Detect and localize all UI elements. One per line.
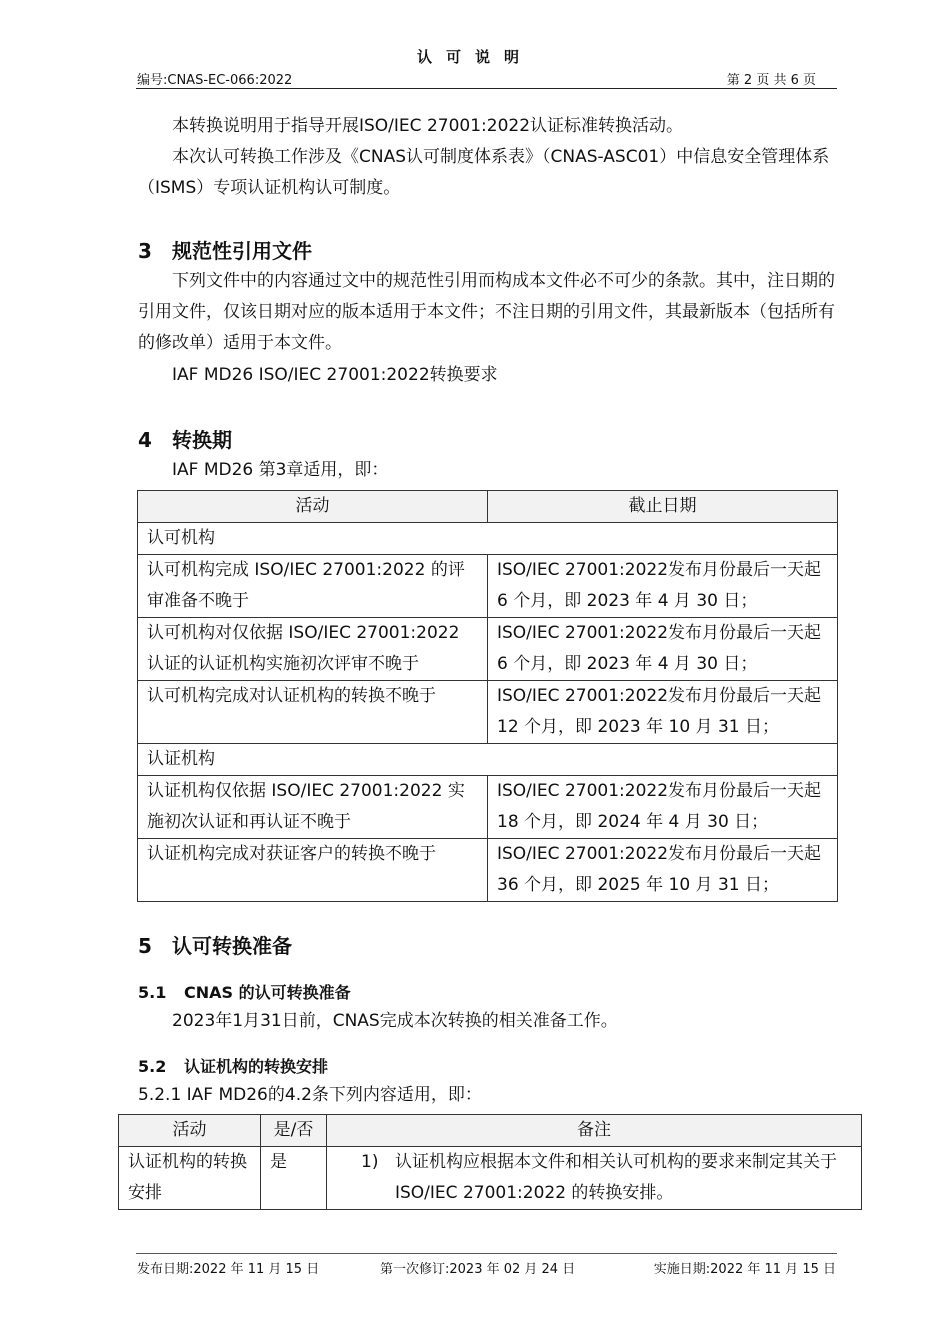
footer-divider (136, 1253, 837, 1254)
section-5-1-number: 5.1 (138, 983, 167, 1002)
group-label-accreditation-body: 认可机构 (138, 523, 838, 555)
section-3-title: 规范性引用文件 (172, 239, 312, 263)
table-row (119, 1147, 862, 1210)
table-row (138, 555, 838, 618)
section-5-heading (138, 930, 292, 959)
intro-paragraph-2: 本次认可转换工作涉及《CNAS认可制度体系表》（CNAS-ASC01）中信息安全管理体系（ISMS）专项认证机构认可制度。 (138, 147, 830, 198)
document-number: 编号:CNAS-EC-066:2022 (137, 73, 293, 88)
column-header-activity: 活动 (138, 491, 488, 523)
table-row (138, 618, 838, 681)
column-header-yes-no: 是/否 (261, 1115, 327, 1147)
deadline-cell: ISO/IEC 27001:2022发布月份最后一天起 18 个月，即 2024 年 4 月 30 日； (488, 776, 838, 839)
activity-cell: 认证机构仅依据 ISO/IEC 27001:2022 实施初次认证和再认证不晚于 (138, 776, 488, 839)
transition-period-table (137, 490, 838, 902)
activity-cell: 认可机构完成对认证机构的转换不晚于 (138, 681, 488, 744)
section-3-reference: IAF MD26 ISO/IEC 27001:2022转换要求 (172, 365, 498, 385)
section-4-number: 4 (138, 428, 152, 452)
table-group-row (138, 523, 838, 555)
section-3-heading (138, 235, 312, 264)
section-5-2-number: 5.2 (138, 1057, 167, 1076)
table-group-row (138, 744, 838, 776)
deadline-cell: ISO/IEC 27001:2022发布月份最后一天起 6 个月，即 2023 年 4 月 30 日； (488, 555, 838, 618)
activity-cell: 认证机构的转换安排 (119, 1147, 261, 1210)
section-5-2-heading (138, 1054, 328, 1077)
remark-item-text: 认证机构应根据本文件和相关认可机构的要求来制定其关于 ISO/IEC 27001:2022 的转换安排。 (395, 1152, 837, 1203)
table-header-row (119, 1115, 862, 1147)
activity-cell: 认证机构完成对获证客户的转换不晚于 (138, 839, 488, 902)
header-divider (136, 88, 837, 89)
section-4-paragraph: IAF MD26 第3章适用，即： (172, 460, 389, 480)
remarks-cell (327, 1147, 862, 1210)
deadline-cell: ISO/IEC 27001:2022发布月份最后一天起 36 个月，即 2025 年 10 月 31 日； (488, 839, 838, 902)
table-header-row (138, 491, 838, 523)
yes-no-cell: 是 (261, 1147, 327, 1210)
intro-paragraph-1: 本转换说明用于指导开展ISO/IEC 27001:2022认证标准转换活动。 (172, 116, 684, 136)
section-5-1-paragraph: 2023年1月31日前，CNAS完成本次转换的相关准备工作。 (172, 1011, 618, 1031)
deadline-cell: ISO/IEC 27001:2022发布月份最后一天起 12 个月，即 2023 年 10 月 31 日； (488, 681, 838, 744)
section-4-heading (138, 424, 232, 453)
section-5-title: 认可转换准备 (172, 934, 292, 958)
section-5-2-title: 认证机构的转换安排 (184, 1057, 329, 1076)
table-row (138, 776, 838, 839)
document-header-title: 认可说明 (416, 48, 533, 66)
activity-cell: 认可机构对仅依据 ISO/IEC 27001:2022 认证的认证机构实施初次评审不晚于 (138, 618, 488, 681)
activity-cell: 认可机构完成 ISO/IEC 27001:2022 的评审准备不晚于 (138, 555, 488, 618)
section-5-1-title: CNAS 的认可转换准备 (184, 983, 351, 1002)
revision-date: 第一次修订:2023 年 02 月 24 日 (380, 1262, 576, 1277)
deadline-cell: ISO/IEC 27001:2022发布月份最后一天起 6 个月，即 2023 年 4 月 30 日； (488, 618, 838, 681)
section-3-number: 3 (138, 239, 152, 263)
column-header-activity: 活动 (119, 1115, 261, 1147)
section-3-paragraph: 下列文件中的内容通过文中的规范性引用而构成本文件必不可少的条款。其中，注日期的引用文件，仅该日期对应的版本适用于本文件；不注日期的引用文件，其最新版本（包括所有的修改单）适用于本文件。 (138, 271, 835, 353)
release-date: 发布日期:2022 年 11 月 15 日 (137, 1262, 320, 1277)
section-5-2-1-paragraph: 5.2.1 IAF MD26的4.2条下列内容适用，即： (138, 1085, 482, 1105)
group-label-certification-body: 认证机构 (138, 744, 838, 776)
table-row (138, 681, 838, 744)
section-5-1-heading (138, 980, 351, 1003)
remark-item-number: 1) (361, 1152, 379, 1172)
section-4-title: 转换期 (172, 428, 232, 452)
transition-arrangement-table (118, 1114, 862, 1210)
section-5-number: 5 (138, 934, 152, 958)
column-header-remarks: 备注 (327, 1115, 862, 1147)
table-row (138, 839, 838, 902)
page-info: 第 2 页 共 6 页 (726, 73, 816, 88)
effective-date: 实施日期:2022 年 11 月 15 日 (653, 1262, 836, 1277)
column-header-deadline: 截止日期 (488, 491, 838, 523)
